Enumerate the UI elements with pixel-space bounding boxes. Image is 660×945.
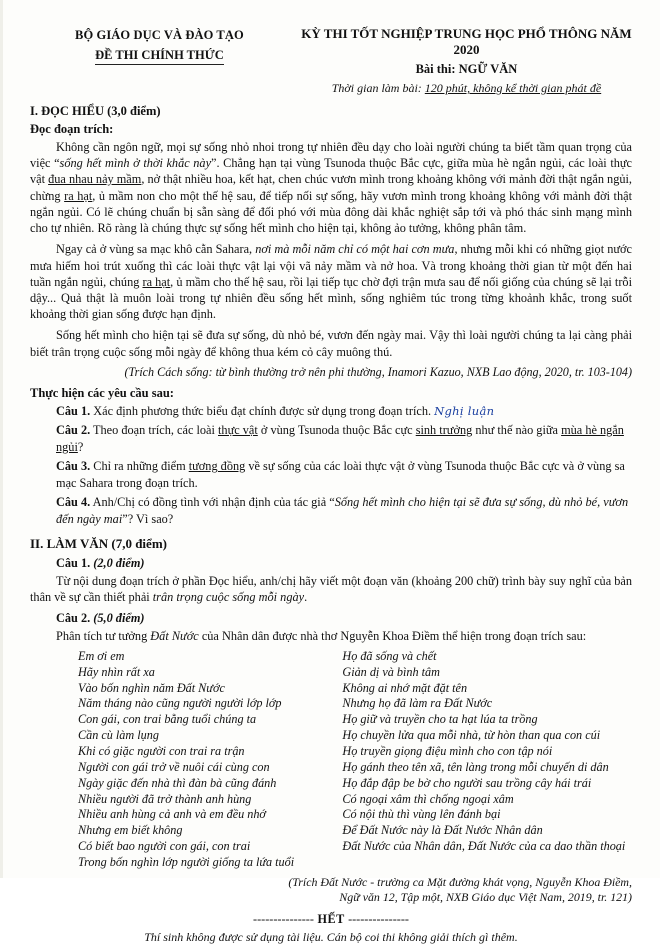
exam-duration (301, 81, 632, 96)
poem-line: Trong bốn nghìn lớp người giống ta lứa tuổi (78, 854, 295, 869)
exam-title: KỲ THI TỐT NGHIỆP TRUNG HỌC PHỔ THÔNG NĂM 2020 (301, 26, 632, 57)
poem-line: Khi có giặc người con trai ra trận (78, 743, 245, 758)
question-2-text-b: ở vùng Tsunoda thuộc Bắc cực (257, 423, 416, 438)
poem-line: Hãy nhìn rất xa (78, 664, 155, 679)
question-2 (30, 422, 632, 455)
question-3-text-a: Chỉ ra những điểm (90, 459, 189, 474)
p1-italic-1: sống hết mình ở thời khắc này (59, 156, 212, 171)
poem-source (30, 875, 632, 906)
exam-duration-prefix: Thời gian làm bài: (331, 81, 425, 95)
writing-q2-text-a: Phân tích tư tưởng (56, 628, 151, 643)
poem-line: Họ đã sống và chết (342, 648, 437, 663)
official-label: ĐỀ THI CHÍNH THỨC (95, 48, 224, 65)
p1-part-a: Không cần ngôn ngữ, mọi sự sống nhỏ nhoi trong tự nhiên đều dạy cho loài người chúng ta biết tầm quan trọng của việc “ (30, 140, 632, 171)
question-2-number: Câu 2. (56, 423, 91, 438)
p1-part-b: ”. Chẳng hạn tại vùng Tsunoda thuộc Bắc cực, giữa mùa hè ngắn ngủi, các loài thực vật (30, 156, 633, 187)
question-2-text-c: như thế nào giữa (472, 423, 562, 438)
question-1-number: Câu 1. (56, 403, 91, 418)
question-2-text-d: ? (77, 439, 84, 454)
writing-q2-italic: Đất Nước (150, 628, 199, 643)
poem-line: Họ giữ và truyền cho ta hạt lúa ta trồng (342, 712, 538, 727)
requirements-title: Thực hiện các yêu cầu sau: (30, 385, 174, 400)
ministry-block (30, 26, 289, 65)
poem-line: Họ đắp đập be bờ cho người sau trồng cây hái trái (342, 775, 592, 790)
document-header (30, 26, 632, 96)
section-reading-title: I. ĐỌC HIỂU (3,0 điểm) (30, 104, 161, 118)
end-dash-left: --------------- (253, 911, 314, 926)
poem-line: Để Đất Nước này là Đất Nước Nhân dân (342, 823, 543, 838)
footer-note: Thí sinh không được sử dụng tài liệu. Cán bộ coi thi không giải thích gì thêm. (144, 929, 518, 944)
poem-line: Nhưng họ đã làm ra Đất Nước (342, 696, 493, 711)
p1-underline-2: ra hạt (64, 188, 93, 203)
writing-q2-points: (5,0 điểm) (93, 610, 145, 625)
question-3-underline-1: tương đồng (188, 459, 246, 474)
question-2-text-a: Theo đoạn trích, các loài (90, 423, 218, 438)
poem-line: Em ơi em (78, 648, 125, 663)
poem-column-right (336, 649, 632, 871)
poem-line: Giản dị và bình tâm (342, 664, 440, 679)
question-2-underline-3: mùa hè ngắn ngủi (56, 423, 624, 454)
p2-italic: nơi mà mỗi năm chỉ có một hai cơn mưa (255, 242, 455, 257)
writing-q1-points: (2,0 điểm) (93, 556, 145, 571)
p1-part-d: , ủ mầm non cho một thế hệ sau, để tiếp nối sự sống, hãy vươn mình trong khoảng không với mảnh đời thật ngắn ngủi. Có lẽ chúng chuẩn bị sẵn sàng để đối phó với mùa đông dài khắc nghiệt sắp tới và phó thác sinh mạng mình cho tự nhiên. Rõ ràng là chúng thực sự sống hết mình cho hiện tại, không ảo tưởng, không phân tâm. (30, 188, 632, 236)
writing-question-2-text (30, 628, 632, 644)
writing-q1-text-a: Từ nội dung đoạn trích ở phần Đọc hiểu, anh/chị hãy viết một đoạn văn (khoảng 200 chữ) trình bày suy nghĩ của bản thân về sự cần thiết phải (30, 574, 632, 605)
poem-line: Nhưng em biết không (78, 823, 183, 838)
p2-underline: ra hạt (142, 274, 171, 289)
exam-block (301, 26, 632, 96)
question-3-text-b: về sự sống của các loài thực vật ở vùng Tsunoda thuộc Bắc cực và ở vùng sa mạc Sahara trong đoạn trích. (56, 459, 625, 490)
poem-line: Người con gái trở về nuôi cái cùng con (78, 759, 270, 774)
writing-question-1-heading (56, 556, 632, 571)
poem-line: Họ truyền giọng điệu mình cho con tập nói (342, 743, 553, 758)
writing-q1-label: Câu 1. (56, 556, 94, 571)
poem-line: Có ngoại xâm thì chống ngoại xâm (342, 791, 514, 806)
reading-paragraph-1 (30, 139, 632, 236)
poem-line: Vào bốn nghìn năm Đất Nước (78, 680, 225, 695)
question-1-text: Xác định phương thức biểu đạt chính được sử dụng trong đoạn trích. (90, 403, 432, 418)
question-4 (30, 494, 632, 527)
exam-subject: Bài thi: NGỮ VĂN (415, 62, 518, 76)
poem-line: Nhiều người đã trở thành anh hùng (78, 791, 252, 806)
poem-excerpt (30, 649, 632, 871)
reading-instruction: Đọc đoạn trích: (30, 122, 114, 136)
p2-part-a: Ngay cả ở vùng sa mạc khô cằn Sahara, (56, 242, 256, 257)
reading-paragraph-2 (30, 241, 632, 322)
poem-column-left (30, 649, 326, 871)
poem-line: Nhiều anh hùng cả anh và em đều nhớ (78, 807, 266, 822)
end-label: HẾT (317, 911, 345, 926)
writing-q2-label: Câu 2. (56, 610, 94, 625)
reading-source: (Trích Cách sống: từ bình thường trở nên phi thường, Inamori Kazuo, NXB Lao động, 2020, tr. 103-104) (124, 364, 632, 379)
question-1 (30, 403, 632, 419)
p2-part-c: , ủ mầm cho thế hệ sau, rồi lại tiếp tục chờ đợi trận mưa sau để nối giống của chúng sẽ lại trỗi dậy... Quả thật là muôn loài trong tự nhiên đều sống hết mình, sống nghiêm túc trong từng khoảnh khắc, trong suốt khoảng thời gian sống được hạn định. (30, 274, 632, 322)
question-4-text-a: Anh/Chị có đồng tình với nhận định của tác giả “ (90, 495, 335, 510)
exam-duration-value: 120 phút, không kể thời gian phát đề (424, 81, 602, 95)
poem-source-line-2: Ngữ văn 12, Tập một, NXB Giáo dục Việt Nam, 2019, tr. 121) (339, 890, 632, 905)
writing-q2-text-b: của Nhân dân được nhà thơ Nguyễn Khoa Điềm thể hiện trong đoạn trích sau: (198, 628, 587, 643)
question-2-underline-2: sinh trưởng (415, 423, 473, 438)
poem-line: Không ai nhớ mặt đặt tên (342, 680, 468, 695)
writing-question-1-text (30, 573, 632, 605)
question-4-italic: Sống hết mình cho hiện tại sẽ đưa sự sống, dù nhỏ bé, vươn đến ngày mai (56, 495, 629, 526)
question-4-number: Câu 4. (56, 495, 91, 510)
question-3-number: Câu 3. (56, 459, 91, 474)
section-writing-title: II. LÀM VĂN (7,0 điểm) (30, 536, 167, 552)
page-edge-shadow (0, 0, 3, 878)
writing-q1-italic: trân trọng cuộc sống mỗi ngày (152, 590, 305, 605)
question-3 (30, 458, 632, 491)
p2-part-b: , nhưng mỗi khi có những giọt nước mưa hiếm hoi trút xuống thì các loài thực vật lại vội vã nảy mầm và nở hoa. Và trong khoảng thời gian từ một đến hai tuần ngắn ngủi, chúng (30, 242, 632, 289)
writing-q1-text-b: . (304, 590, 308, 605)
poem-line: Có biết bao người con gái, con trai (78, 839, 251, 854)
question-1-handwritten-note: Nghị luận (434, 403, 495, 418)
poem-line: Ngày giặc đến nhà thì đàn bà cũng đánh (78, 775, 277, 790)
p1-part-c: , nở thật nhiều hoa, kết hạt, chen chúc vươn mình trong khoảng không với mảnh đời thật ngắn ngủi, chừng (30, 172, 632, 203)
poem-line: Năm tháng nào cũng người người lớp lớp (78, 696, 282, 711)
poem-line: Đất Nước của Nhân dân, Đất Nước của ca dao thần thoại (342, 839, 626, 854)
question-4-text-b: ”? Vì sao? (122, 511, 174, 526)
poem-line: Họ gánh theo tên xã, tên làng trong mỗi chuyến di dân (342, 759, 609, 774)
poem-line: Họ chuyền lửa qua mỗi nhà, từ hòn than qua con cúi (342, 728, 601, 743)
end-dash-right: --------------- (348, 911, 409, 926)
poem-line: Có nội thù thì vùng lên đánh bại (342, 807, 501, 822)
poem-source-line-1: (Trích Đất Nước - trường ca Mặt đường khát vọng, Nguyễn Khoa Điềm, (288, 874, 632, 889)
reading-paragraph-3: Sống hết mình cho hiện tại sẽ đưa sự sống, dù nhỏ bé, vươn đến ngày mai. Vậy thì loài người chúng ta lại càng phải biết trân trọng cuộc sống mỗi ngày để không thua kém cỏ cây muông thú. (30, 328, 632, 359)
question-2-underline-1: thực vật (218, 423, 258, 438)
poem-line: Cần cù làm lụng (78, 728, 159, 743)
p1-underline-1: đua nhau nảy mầm (48, 172, 142, 187)
poem-line: Con gái, con trai bằng tuổi chúng ta (78, 712, 257, 727)
writing-question-2-heading (56, 611, 632, 626)
end-marker (30, 912, 632, 927)
ministry-name: BỘ GIÁO DỤC VÀ ĐÀO TẠO (75, 28, 244, 42)
